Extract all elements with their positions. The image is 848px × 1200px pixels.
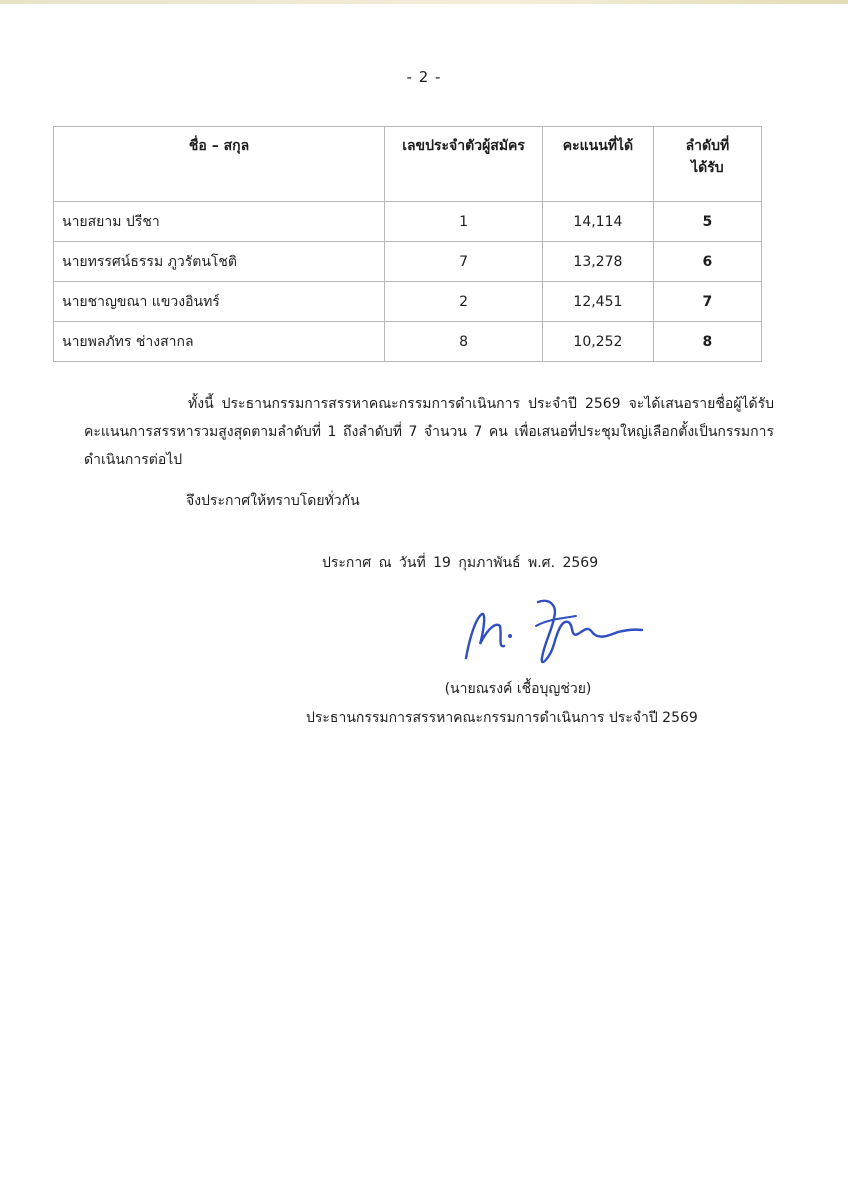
page-top-edge — [0, 0, 848, 4]
cell-rank: 6 — [653, 242, 761, 282]
table-row — [54, 202, 762, 242]
cell-candidate-no: 1 — [385, 202, 543, 242]
announcement-date: ประกาศ ณ วันที่ 19 กุมภาพันธ์ พ.ศ. 2569 — [322, 555, 599, 571]
cell-score: 10,252 — [543, 322, 654, 362]
cell-name: นายชาญขณา แขวงอินทร์ — [54, 282, 385, 322]
header-score: คะแนนที่ได้ — [543, 127, 654, 202]
page-number: - 2 - — [406, 68, 442, 86]
cell-score: 14,114 — [543, 202, 654, 242]
cell-rank: 8 — [653, 322, 761, 362]
body-paragraph — [84, 390, 774, 474]
cell-score: 12,451 — [543, 282, 654, 322]
cell-name: นายพลภัทร ช่างสากล — [54, 322, 385, 362]
cell-candidate-no: 7 — [385, 242, 543, 282]
cell-name: นายสยาม ปรีชา — [54, 202, 385, 242]
header-rank-line2: ได้รับ — [691, 160, 724, 176]
cell-candidate-no: 2 — [385, 282, 543, 322]
cell-score: 13,278 — [543, 242, 654, 282]
results-table — [53, 126, 762, 362]
body-text: ทั้งนี้ ประธานกรรมการสรรหาคณะกรรมการดำเนินการ ประจำปี 2569 จะได้เสนอรายชื่อผู้ได้รับคะแนนการสรรหารวมสูงสุดตามลำดับที่ 1 ถึงลำดับที่ 7 จำนวน 7 คน เพื่อเสนอที่ประชุมใหญ่เลือกตั้งเป็นกรรมการดำเนินการต่อไป — [84, 396, 774, 468]
notice-text: จึงประกาศให้ทราบโดยทั่วกัน — [186, 493, 360, 509]
header-name: ชื่อ – สกุล — [54, 127, 385, 202]
table-row — [54, 322, 762, 362]
cell-candidate-no: 8 — [385, 322, 543, 362]
signature-image — [458, 596, 648, 668]
signer-name: (นายณรงค์ เชื้อบุญช่วย) — [444, 681, 592, 697]
cell-rank: 5 — [653, 202, 761, 242]
header-rank-line1: ลำดับที่ — [685, 138, 730, 154]
signer-title: ประธานกรรมการสรรหาคณะกรรมการดำเนินการ ประจำปี 2569 — [306, 710, 698, 726]
table-row — [54, 282, 762, 322]
cell-rank: 7 — [653, 282, 761, 322]
table-header-row — [54, 127, 762, 202]
header-rank — [653, 127, 761, 202]
header-candidate-no: เลขประจำตัวผู้สมัคร — [385, 127, 543, 202]
cell-name: นายทรรศน์ธรรม ภูวรัตนโชติ — [54, 242, 385, 282]
table-row — [54, 242, 762, 282]
